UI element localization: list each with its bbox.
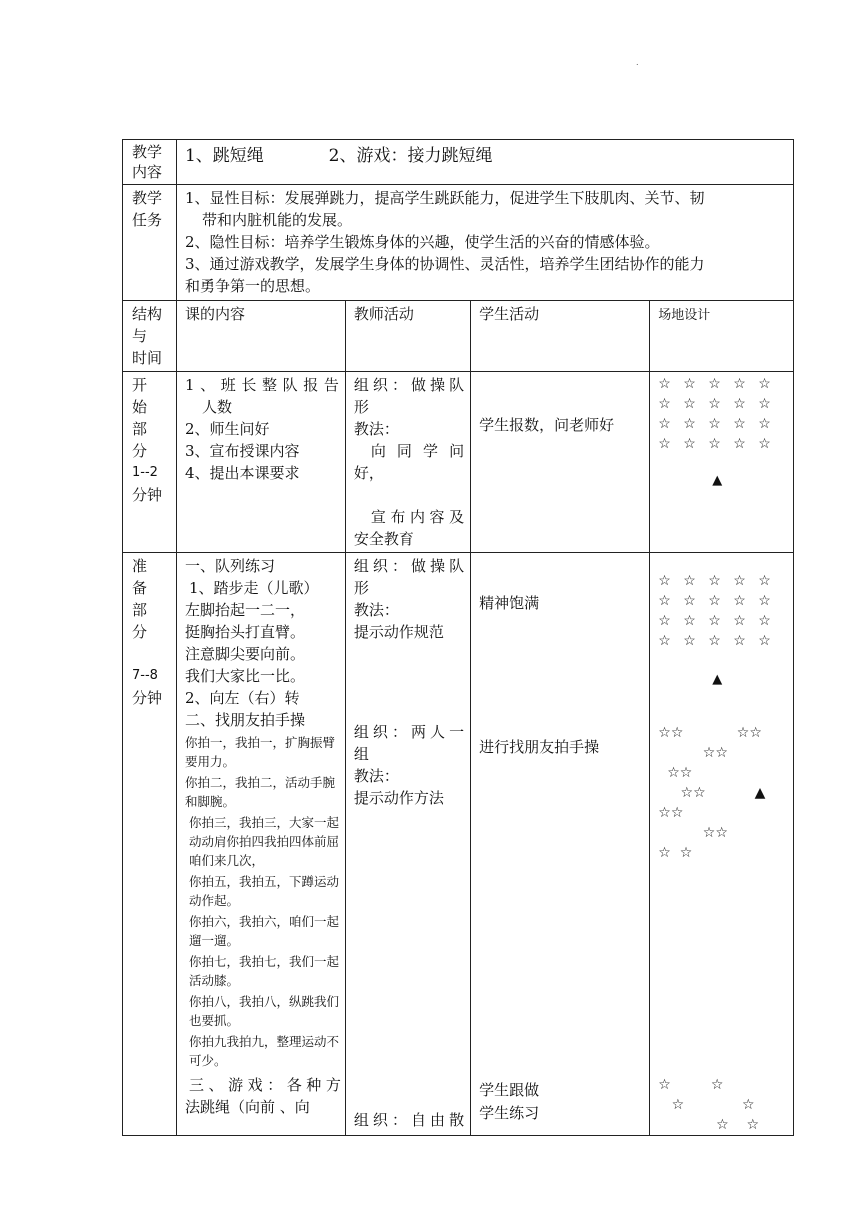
teaching-task-list — [176, 185, 793, 301]
student-formation-row: ☆ ☆ ☆ ☆ ☆ — [658, 416, 775, 432]
pair-formation-line: ☆☆ — [658, 805, 684, 821]
teacher-marker: ▲ — [712, 672, 723, 687]
start-section-row — [123, 372, 794, 553]
task-line: 1、显性目标：发展弹跳力，提高学生跳跃能力，促进学生下肢肌肉、关节、韧 — [184, 189, 705, 207]
teacher-marker: ▲ — [712, 473, 723, 488]
pair-formation-line: ☆☆ — [658, 825, 728, 841]
student-formation-row: ☆ ☆ ☆ ☆ ☆ — [658, 573, 775, 589]
header-student-activity: 学生活动 — [471, 301, 650, 372]
teaching-content-row — [123, 140, 794, 185]
teaching-content-value: 1、跳短绳 2、游戏：接力跳短绳 — [176, 140, 793, 185]
header-lesson-content: 课的内容 — [176, 301, 345, 372]
free-formation-line: ☆ ☆ — [658, 1117, 760, 1133]
free-formation-line: ☆ ☆ — [658, 1097, 755, 1113]
header-teacher-activity: 教师活动 — [345, 301, 470, 372]
task-line: 2、隐性目标：培养学生锻炼身体的兴趣，使学生活的兴奋的情感体验。 — [184, 233, 660, 251]
start-section-label: 开 始 部 分 1--2 分钟 — [123, 372, 177, 553]
prep-lesson-content: 一、队列练习 1、踏步走（儿歌） 左脚抬起一二一， 挺胸抬头打直臂。 注意脚尖要向前。 我们大家比一比。 2、向左（右）转 二、找朋友拍手操 你拍一，我拍一，扩胸振臂要用力。 你拍二，我拍二，活动手腕和脚腕。 你拍三，我拍三，大家一起动动肩你拍四我拍四体前屈咱们来几次， 你拍五，我拍五，下蹲运动动作起。 你拍六，我拍六，咱们一起遛一遛。 你拍七，我拍七，我们一起活动膝。 你拍八，我拍八，纵跳我们也要抓。 你拍九我拍九，整理运动不可少。 三、游戏：各种方 法跳绳（向前 、向 — [176, 553, 345, 1136]
student-formation-row: ☆ ☆ ☆ ☆ ☆ — [658, 396, 775, 412]
pair-formation-line: ☆☆ — [658, 745, 728, 761]
header-mark: . — [636, 58, 639, 67]
pair-formation-line: ☆ ☆ — [658, 845, 693, 861]
student-formation-row: ☆ ☆ ☆ ☆ ☆ — [658, 613, 775, 629]
clap-rhyme: 你拍一，我拍一，扩胸振臂要用力。 你拍二，我拍二，活动手腕和脚腕。 你拍三，我拍三，大家一起动动肩你拍四我拍四体前屈咱们来几次， 你拍五，我拍五，下蹲运动动作起。 你拍六，我拍六，咱们一起遛一遛。 你拍七，我拍七，我们一起活动膝。 你拍八，我拍八，纵跳我们也要抓。 你拍九我拍九，整理运动不可少。 — [184, 735, 339, 1068]
start-student-activity: 学生报数，问老师好 — [471, 372, 650, 553]
header-field-design: 场地设计 — [650, 301, 794, 372]
task-line: 带和内脏机能的发展。 — [201, 211, 352, 229]
student-formation-row: ☆ ☆ ☆ ☆ ☆ — [658, 436, 775, 452]
student-formation-row: ☆ ☆ ☆ ☆ ☆ — [658, 633, 775, 649]
start-lesson-content: 1、班长整队报告 人数 2、师生问好 3、宣布授课内容 4、提出本课要求 — [176, 372, 345, 553]
start-field-design — [650, 372, 794, 553]
prep-section-row — [123, 553, 794, 1136]
prep-teacher-activity: 组织：做操队 形 教法： 提示动作规范 组织：两人一 组 教法： 提示动作方法 组织：自由散 — [345, 553, 470, 1136]
header-structure-time: 结构 与 时间 — [123, 301, 177, 372]
pair-formation-line: ☆☆ ▲ — [658, 785, 766, 801]
teaching-task-label: 教学任务 — [123, 185, 177, 301]
teaching-task-row — [123, 185, 794, 301]
lesson-plan-table — [122, 139, 794, 1136]
task-line: 和勇争第一的思想。 — [184, 277, 320, 295]
task-line: 3、通过游戏教学，发展学生身体的协调性、灵活性，培养学生团结协作的能力 — [184, 255, 705, 273]
student-formation-row: ☆ ☆ ☆ ☆ ☆ — [658, 376, 775, 392]
pair-formation-line: ☆☆ — [658, 765, 693, 781]
column-header-row — [123, 301, 794, 372]
prep-student-activity: 精神饱满 进行找朋友拍手操 学生跟做 学生练习 — [471, 553, 650, 1136]
student-formation-row: ☆ ☆ ☆ ☆ ☆ — [658, 593, 775, 609]
prep-field-design — [650, 553, 794, 1136]
pair-formation-line: ☆☆ ☆☆ — [658, 725, 762, 741]
prep-section-label: 准 备 部 分 7--8 分钟 — [123, 553, 177, 1136]
free-formation-line: ☆ ☆ — [658, 1077, 724, 1093]
teaching-content-label: 教学内容 — [123, 140, 177, 185]
start-teacher-activity: 组织：做操队 形 教法： 向同学问 好， 宣布内容及 安全教育 — [345, 372, 470, 553]
